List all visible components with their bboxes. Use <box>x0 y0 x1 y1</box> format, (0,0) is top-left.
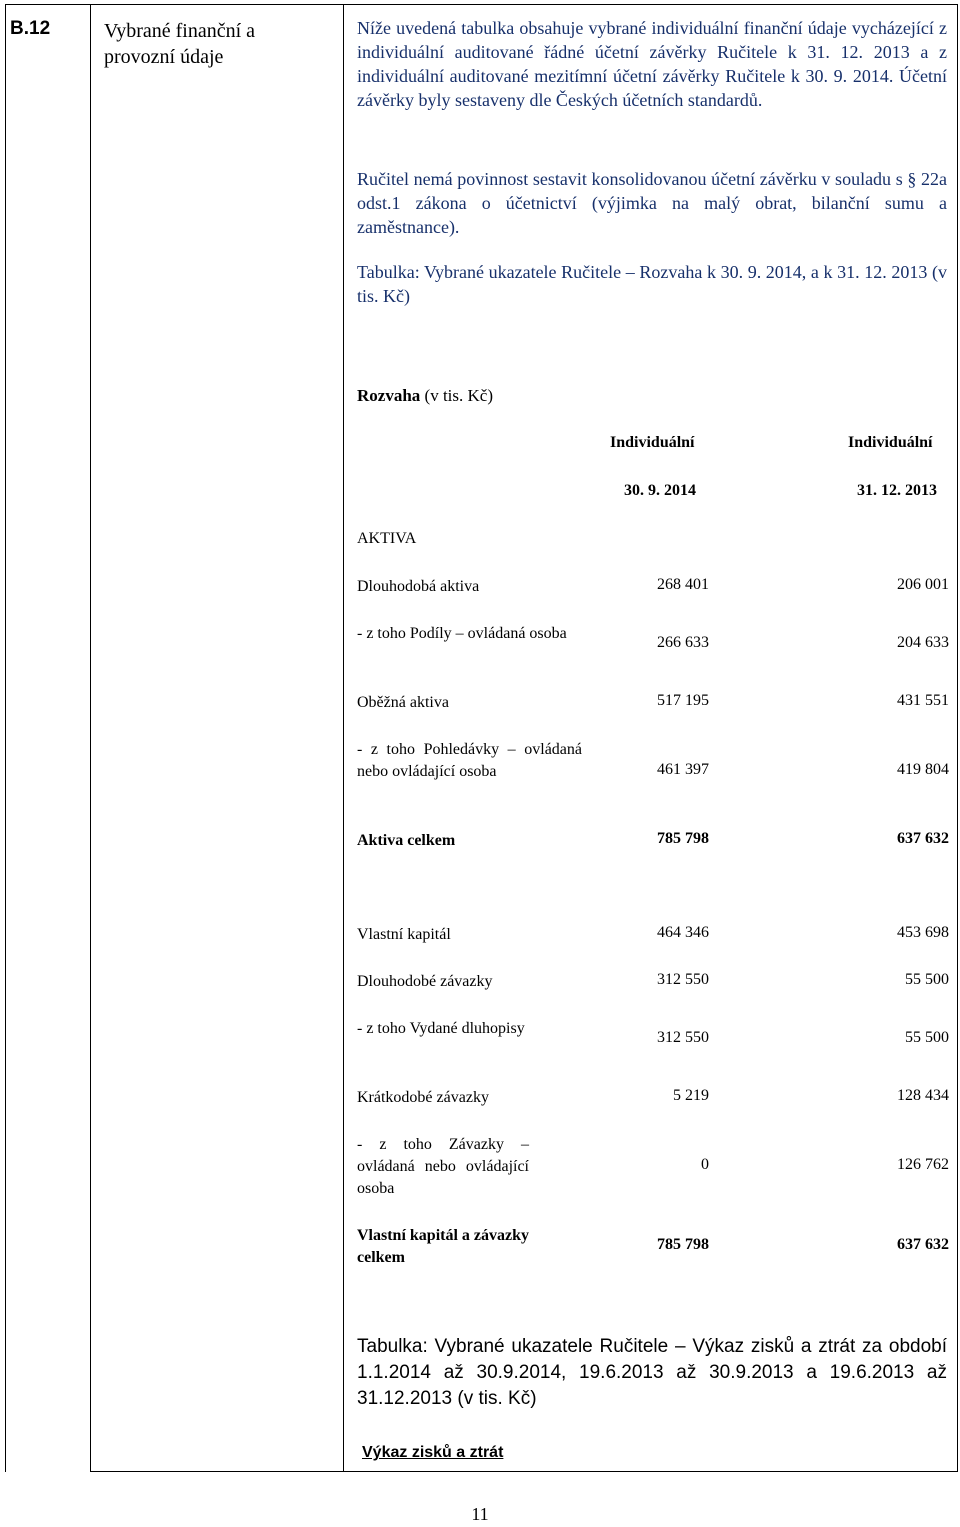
row-value-2014: 785 798 <box>657 1236 709 1253</box>
row-value-2014: 785 798 <box>657 830 709 847</box>
row-label: Dlouhodobá aktiva <box>357 578 480 595</box>
row-value-2014: 268 401 <box>657 576 709 593</box>
balance-sheet-title-bold: Rozvaha <box>357 386 421 405</box>
row-value-2013: 637 632 <box>897 1236 949 1253</box>
section-number: B.12 <box>10 18 51 39</box>
row-value-2014: 464 346 <box>657 924 709 941</box>
row-label: - z toho Závazky – ovládaná nebo ovládající osoba <box>357 1136 529 1197</box>
assets-label-text: AKTIVA <box>357 530 417 547</box>
table-border-left <box>5 4 6 1472</box>
balance-sheet-title-unit: (v tis. Kč) <box>420 386 493 405</box>
row-value-2014: 312 550 <box>657 1029 709 1046</box>
row-label: Krátkodobé závazky <box>357 1089 489 1106</box>
pnl-caption: Tabulka: Vybrané ukazatele Ručitele – Výkaz zisků a ztrát za období 1.1.2014 až 30.9.2014, 19.6.2013 až 30.9.2013 a 19.6.2013 až 31.12.2013 (v tis. Kč) <box>357 1336 947 1409</box>
row-label: Dlouhodobé závazky <box>357 973 493 990</box>
row-value-2014: 517 195 <box>657 692 709 709</box>
col2-date: 31. 12. 2013 <box>857 482 937 499</box>
row-value-2013: 55 500 <box>905 971 949 988</box>
table-border-col1 <box>90 4 91 1472</box>
row-label: - z toho Podíly – ovládaná osoba <box>357 625 567 642</box>
row-label: Oběžná aktiva <box>357 694 449 711</box>
row-value-2013: 453 698 <box>897 924 949 941</box>
page-number: 11 <box>471 1504 489 1524</box>
balance-sheet-title <box>357 386 493 406</box>
row-value-2014: 0 <box>701 1156 709 1173</box>
row-value-2013: 637 632 <box>897 830 949 847</box>
pnl-subtitle <box>362 1444 503 1462</box>
row-value-2013: 206 001 <box>897 576 949 593</box>
col2-header: Individuální <box>848 434 933 451</box>
row-value-2014: 461 397 <box>657 761 709 778</box>
row-label: Aktiva celkem <box>357 832 456 849</box>
col1-date: 30. 9. 2014 <box>624 482 696 499</box>
row-value-2013: 126 762 <box>897 1156 949 1173</box>
row-label: Vlastní kapitál a závazky celkem <box>357 1227 530 1266</box>
balance-sheet-caption: Tabulka: Vybrané ukazatele Ručitele – Rozvaha k 30. 9. 2014, a k 31. 12. 2013 (v tis. Kč) <box>357 262 947 306</box>
row-value-2013: 431 551 <box>897 692 949 709</box>
consolidation-paragraph: Ručitel nemá povinnost sestavit konsolidovanou účetní závěrku v souladu s § 22a odst.1 zákona o účetnictví (výjimka na malý obrat, bilanční sumu a zaměstnance). <box>357 169 947 237</box>
row-value-2014: 5 219 <box>673 1087 709 1104</box>
row-value-2014: 312 550 <box>657 971 709 988</box>
section-title: Vybrané finanční a provozní údaje <box>104 20 256 68</box>
table-border-top <box>5 4 958 5</box>
row-value-2013: 55 500 <box>905 1029 949 1046</box>
table-border-col2 <box>343 4 344 1472</box>
table-border-bottom <box>90 1471 958 1472</box>
row-label: Vlastní kapitál <box>357 926 451 943</box>
row-label: - z toho Vydané dluhopisy <box>357 1020 525 1037</box>
row-value-2014: 266 633 <box>657 634 709 651</box>
row-label: - z toho Pohledávky – ovládaná nebo ovládající osoba <box>357 741 582 780</box>
row-value-2013: 419 804 <box>897 761 949 778</box>
pnl-subtitle-text: Výkaz zisků a ztrát <box>362 1444 504 1461</box>
row-value-2013: 128 434 <box>897 1087 949 1104</box>
intro-paragraph: Níže uvedená tabulka obsahuje vybrané individuální finanční údaje vycházející z individuální auditované řádné účetní závěrky Ručitele k 31. 12. 2013 a z individuální auditované mezitímní účetní závěrky Ručitele k 30. 9. 2014. Účetní závěrky byly sestaveny dle Českých účetních standardů. <box>357 18 947 110</box>
row-value-2013: 204 633 <box>897 634 949 651</box>
table-border-right <box>957 4 958 1472</box>
col1-header: Individuální <box>610 434 695 451</box>
